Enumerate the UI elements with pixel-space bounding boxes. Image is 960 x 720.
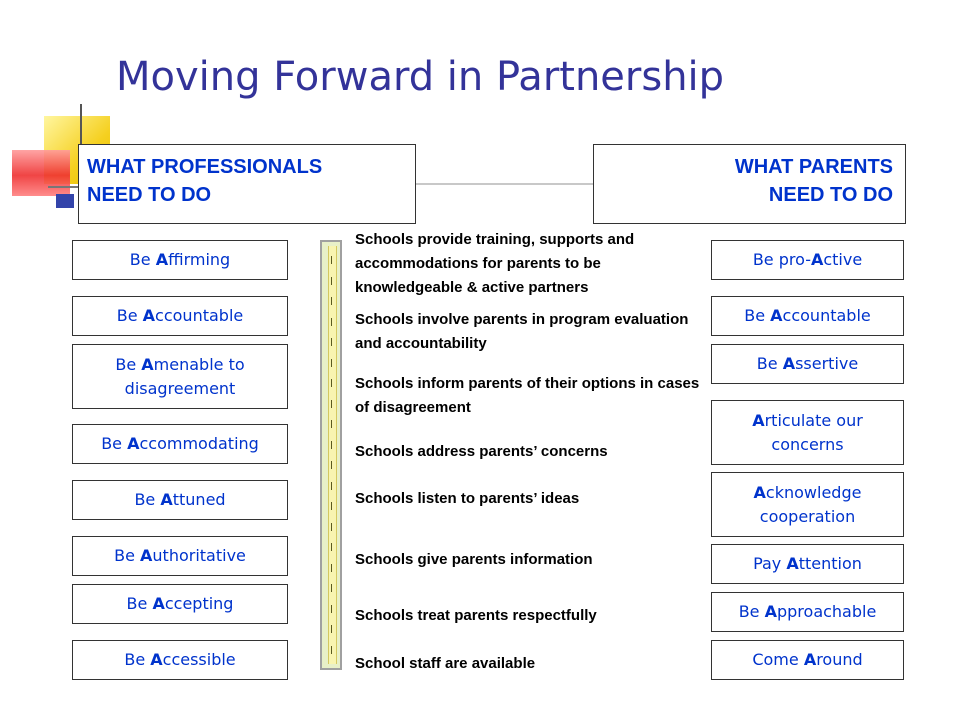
left-item-text: Be Accommodating	[101, 434, 259, 453]
left-item-attuned	[72, 480, 288, 520]
middle-statement-evaluation: Schools involve parents in program evaluation and accountability	[355, 311, 689, 352]
ruler-tick	[331, 482, 332, 490]
slide-title: Moving Forward in Partnership	[116, 54, 725, 100]
middle-statement-respect: Schools treat parents respectfully	[355, 607, 597, 624]
ruler-tick	[331, 584, 332, 592]
ruler-tick	[331, 359, 332, 367]
right-item-proactive	[711, 240, 904, 280]
left-item-accepting	[72, 584, 288, 624]
right-item-accountable	[711, 296, 904, 336]
left-item-authoritative	[72, 536, 288, 576]
left-item-accountable	[72, 296, 288, 336]
right-item-text: Come Around	[752, 650, 863, 669]
ruler-tick	[331, 523, 332, 531]
right-item-text: Articulate our concerns	[752, 410, 863, 454]
left-item-affirming	[72, 240, 288, 280]
ruler-tick	[331, 605, 332, 613]
middle-statement-concerns: Schools address parents’ concerns	[355, 443, 608, 460]
right-item-text: Be Accountable	[744, 306, 871, 325]
left-item-text: Be Attuned	[134, 490, 226, 509]
left-item-text: Be Accepting	[126, 594, 234, 613]
deco-blue-square	[56, 194, 74, 208]
right-item-text: Be pro-Active	[752, 250, 863, 269]
middle-statement-listen: Schools listen to parents’ ideas	[355, 490, 580, 507]
ruler-tick	[331, 338, 332, 346]
right-item-text: Pay Attention	[753, 554, 862, 573]
right-item-assertive	[711, 344, 904, 384]
header-parents	[593, 144, 906, 224]
ruler-graphic	[320, 240, 342, 670]
middle-statement-available: School staff are available	[355, 655, 536, 672]
ruler-tick	[331, 564, 332, 572]
header-professionals-line2: NEED TO DO	[87, 184, 212, 206]
right-item-text: Be Assertive	[756, 354, 859, 373]
left-item-text: Be Accountable	[116, 306, 244, 325]
ruler-tick	[331, 379, 332, 387]
right-item-come-around	[711, 640, 904, 680]
header-parents-line1: WHAT PARENTS	[734, 156, 893, 178]
ruler-tick	[331, 400, 332, 408]
ruler-tick	[331, 420, 332, 428]
right-item-text: Be Approachable	[738, 602, 877, 621]
left-item-amenable	[72, 344, 288, 409]
ruler-inner	[328, 246, 337, 664]
right-item-text: Acknowledge cooperation	[753, 482, 862, 526]
header-parents-line2: NEED TO DO	[768, 184, 893, 206]
header-connector-line	[416, 183, 593, 185]
ruler-tick	[331, 297, 332, 305]
ruler-tick	[331, 502, 332, 510]
ruler-tick	[331, 441, 332, 449]
right-item-attention	[711, 544, 904, 584]
ruler-tick	[331, 543, 332, 551]
ruler-tick	[331, 461, 332, 469]
right-item-articulate	[711, 400, 904, 465]
header-professionals-line1: WHAT PROFESSIONALS	[87, 156, 323, 178]
ruler-tick	[331, 646, 332, 654]
left-item-accessible	[72, 640, 288, 680]
middle-statement-information: Schools give parents information	[355, 551, 593, 568]
middle-statement-training: Schools provide training, supports and accommodations for parents to be knowledgeable & active partners	[355, 231, 635, 296]
right-item-acknowledge	[711, 472, 904, 537]
ruler-tick	[331, 277, 332, 285]
left-item-text: Be Authoritative	[114, 546, 246, 565]
left-item-accommodating	[72, 424, 288, 464]
deco-red-square	[12, 150, 70, 196]
ruler-tick	[331, 318, 332, 326]
right-item-approachable	[711, 592, 904, 632]
left-item-text: Be Affirming	[129, 250, 231, 269]
ruler-tick	[331, 256, 332, 264]
ruler-tick	[331, 625, 332, 633]
left-item-text: Be Amenable to disagreement	[115, 354, 245, 398]
left-item-text: Be Accessible	[124, 650, 236, 669]
header-professionals	[78, 144, 416, 224]
middle-statement-inform: Schools inform parents of their options in cases of disagreement	[355, 375, 700, 416]
